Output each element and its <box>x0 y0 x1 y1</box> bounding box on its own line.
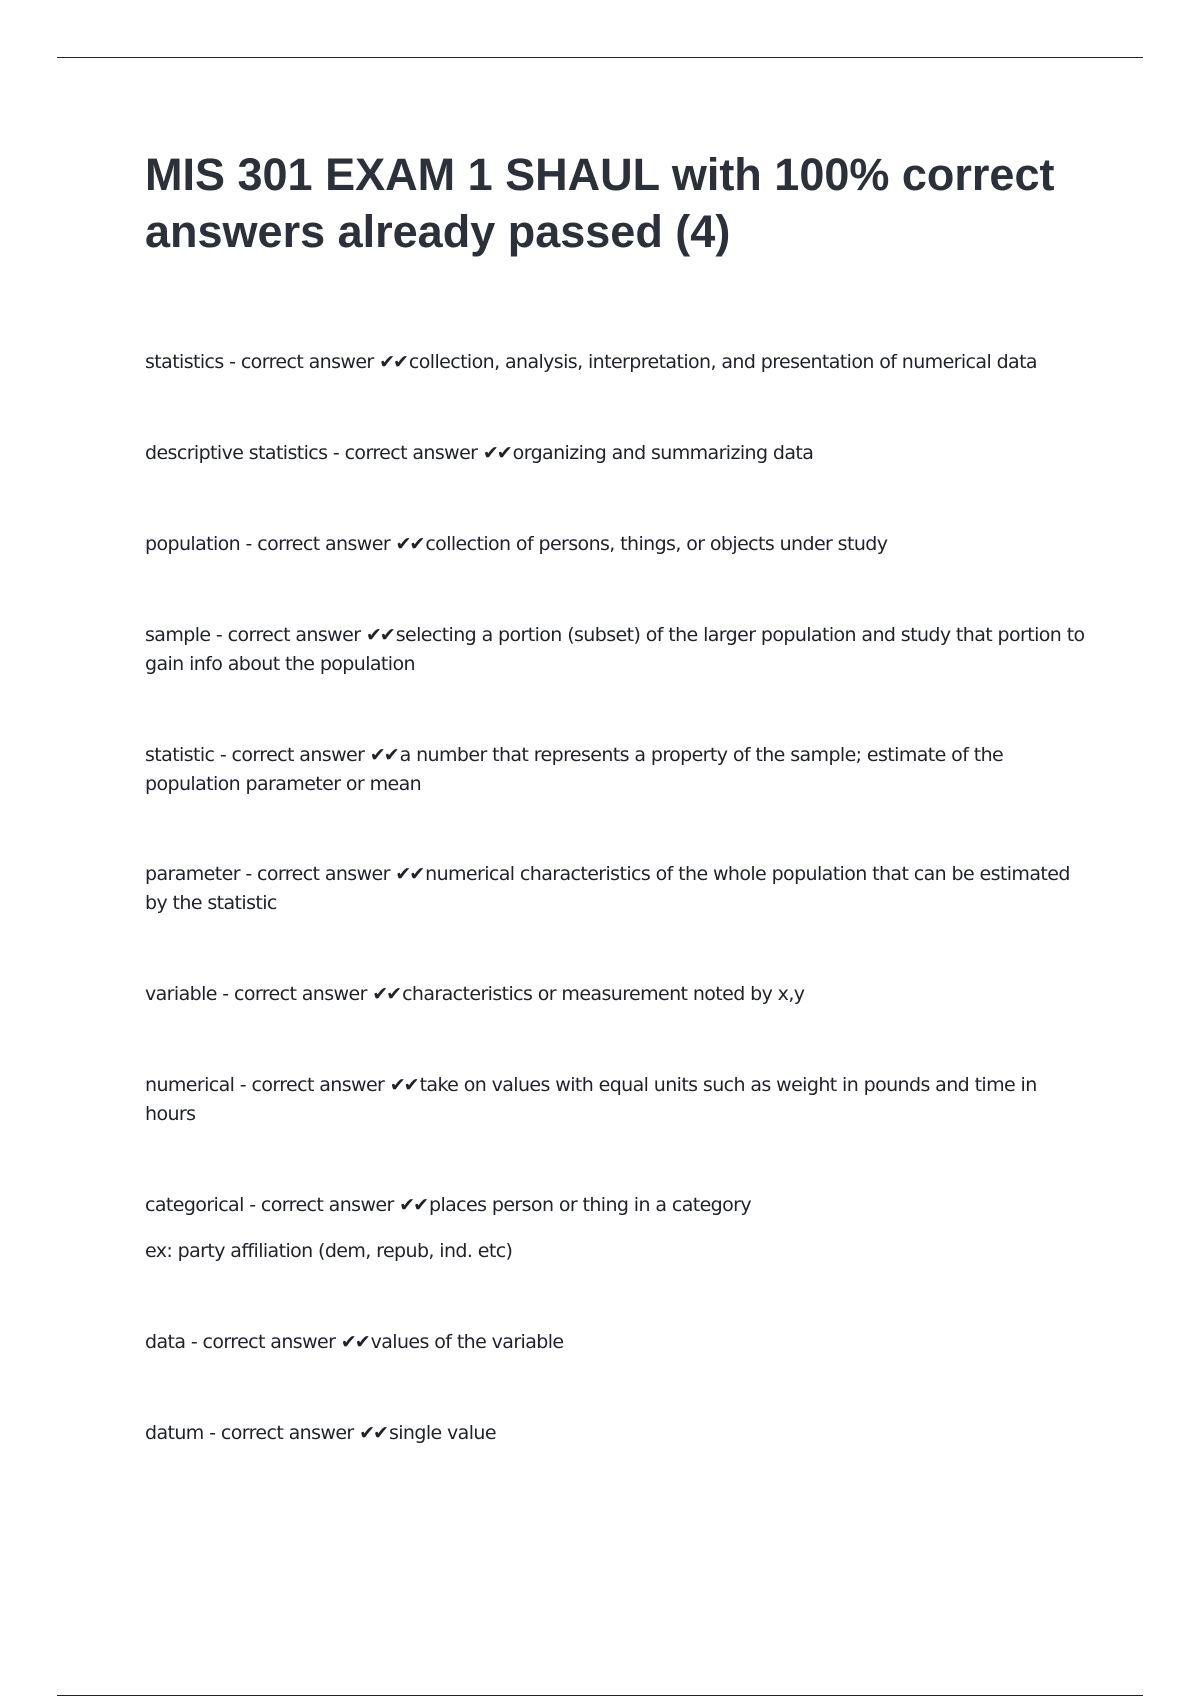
answer: organizing and summarizing data <box>512 442 814 464</box>
answer: numerical characteristics of the whole population that can be estimated by the statistic <box>145 863 1070 914</box>
qa-entry-statistics <box>145 348 1085 377</box>
double-checkmark-icon: ✔✔ <box>399 1194 427 1216</box>
double-checkmark-icon: ✔✔ <box>389 1074 418 1096</box>
answer: places person or thing in a category <box>429 1194 752 1216</box>
qa-entry-population <box>145 530 1085 559</box>
term: parameter <box>145 863 240 885</box>
term: datum <box>145 1422 204 1444</box>
double-checkmark-icon: ✔✔ <box>365 624 394 646</box>
top-rule <box>57 57 1143 58</box>
term: sample <box>145 624 211 646</box>
double-checkmark-icon: ✔✔ <box>395 533 424 555</box>
answer: collection of persons, things, or objects under study <box>425 533 888 555</box>
qa-entry-statistic <box>145 741 1085 799</box>
double-checkmark-icon: ✔✔ <box>482 442 511 464</box>
answer: single value <box>388 1422 496 1444</box>
qa-entry-numerical <box>145 1071 1085 1129</box>
separator: - correct answer <box>240 533 396 555</box>
term: data <box>145 1331 186 1353</box>
qa-entry-descriptive-statistics <box>145 439 1085 468</box>
term: variable <box>145 983 217 1005</box>
double-checkmark-icon: ✔✔ <box>340 1331 369 1353</box>
qa-entry-sample <box>145 621 1085 679</box>
term: statistic <box>145 744 215 766</box>
qa-entry-categorical <box>145 1191 1085 1220</box>
term: population <box>145 533 241 555</box>
separator: - correct answer <box>234 1074 390 1096</box>
term: statistics <box>145 351 224 373</box>
separator: - correct answer <box>210 624 366 646</box>
double-checkmark-icon: ✔✔ <box>395 863 424 885</box>
answer: selecting a portion (subset) of the larger population and study that portion to gain info about the population <box>145 624 1085 675</box>
separator: - correct answer <box>185 1331 341 1353</box>
document-title: MIS 301 EXAM 1 SHAUL with 100% correct answers already passed (4) <box>145 149 1055 257</box>
separator: - correct answer <box>223 351 380 373</box>
separator: - correct answer <box>327 442 483 464</box>
separator: - correct answer <box>239 863 396 885</box>
answer: collection, analysis, interpretation, and presentation of numerical data <box>408 351 1037 373</box>
double-checkmark-icon: ✔✔ <box>379 351 407 373</box>
bottom-rule <box>57 1695 1143 1696</box>
double-checkmark-icon: ✔✔ <box>369 744 398 766</box>
separator: - correct answer <box>216 983 373 1005</box>
qa-entry-parameter <box>145 860 1085 918</box>
answer: take on values with equal units such as weight in pounds and time in hours <box>145 1074 1037 1125</box>
answer: characteristics or measurement noted by x,y <box>402 983 805 1005</box>
answer: values of the variable <box>370 1331 564 1353</box>
separator: - correct answer <box>243 1194 400 1216</box>
qa-entry-data <box>145 1328 1085 1357</box>
double-checkmark-icon: ✔✔ <box>359 1422 387 1444</box>
qa-entry-variable <box>145 980 1085 1009</box>
term: descriptive statistics <box>145 442 328 464</box>
qa-entry-categorical-example: ex: party affiliation (dem, repub, ind. etc) <box>145 1240 513 1262</box>
qa-entry-datum <box>145 1419 1085 1448</box>
answer: a number that represents a property of the sample; estimate of the population parameter or mean <box>145 744 1004 795</box>
term: numerical <box>145 1074 235 1096</box>
separator: - correct answer <box>214 744 370 766</box>
term: categorical <box>145 1194 244 1216</box>
double-checkmark-icon: ✔✔ <box>372 983 401 1005</box>
separator: - correct answer <box>203 1422 360 1444</box>
